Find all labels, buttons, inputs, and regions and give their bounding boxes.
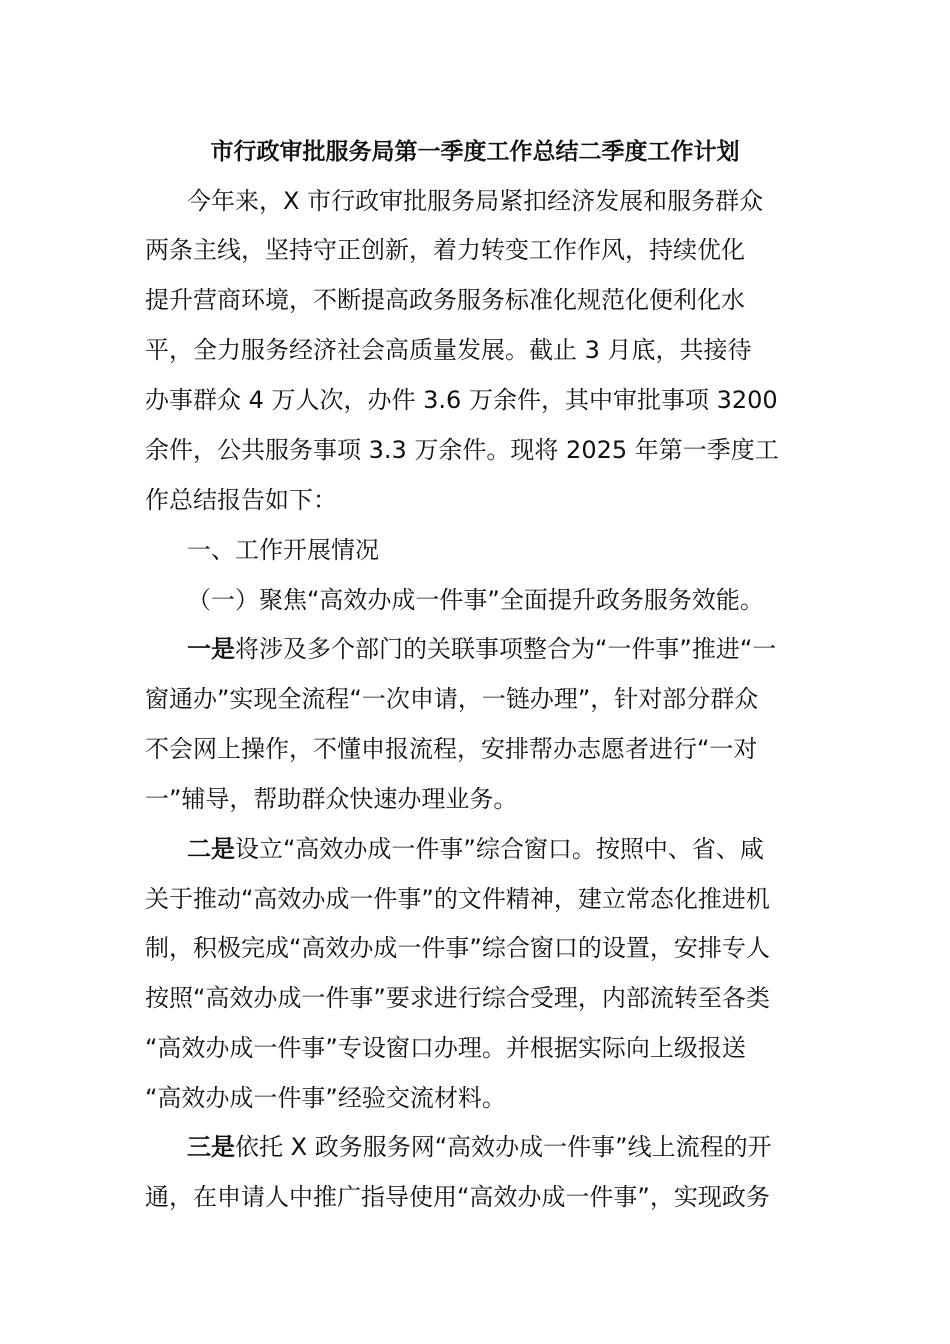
item-2-line: 关于推动“高效办成一件事”的文件精神，建立常态化推进机 <box>145 885 770 913</box>
intro-line: 提升营商环境，不断提高政务服务标准化规范化便利化水 <box>145 286 745 314</box>
item-3-text: 依托 X 政务服务网“高效办成一件事”线上流程的开 <box>235 1133 772 1161</box>
intro-line: 今年来，X 市行政审批服务局紧扣经济发展和服务群众 <box>187 187 764 215</box>
item-2-lead: 二是 <box>187 835 235 863</box>
item-3-first-line <box>187 1127 772 1167</box>
subsection-heading: （一）聚焦“高效办成一件事”全面提升政务服务效能。 <box>187 586 764 614</box>
intro-line: 办事群众 4 万人次，办件 3.6 万余件，其中审批事项 3200 <box>145 386 778 414</box>
item-3-lead: 三是 <box>187 1133 235 1161</box>
intro-line: 余件，公共服务事项 3.3 万余件。现将 2025 年第一季度工 <box>145 436 779 464</box>
item-2-text: 设立“高效办成一件事”综合窗口。按照中、省、咸 <box>235 835 764 863</box>
item-1-line: 一”辅导，帮助群众快速办理业务。 <box>145 785 518 813</box>
item-2-line: 按照“高效办成一件事”要求进行综合受理，内部流转至各类 <box>145 984 770 1012</box>
item-3-line: 通，在申请人中推广指导使用“高效办成一件事”，实现政务 <box>145 1183 770 1211</box>
section-heading: 一、工作开展情况 <box>187 536 379 564</box>
item-1-line: 不会网上操作，不懂申报流程，安排帮办志愿者进行“一对 <box>145 735 758 763</box>
item-2-line: “高效办成一件事”经验交流材料。 <box>145 1084 506 1112</box>
intro-line: 作总结报告如下： <box>145 486 337 514</box>
item-1-lead: 一是 <box>187 635 235 663</box>
item-2-line: “高效办成一件事”专设窗口办理。并根据实际向上级报送 <box>145 1034 746 1062</box>
item-1-first-line <box>187 629 776 669</box>
item-1-text: 将涉及多个部门的关联事项整合为“一件事”推进“一 <box>235 635 777 663</box>
document-title: 市行政审批服务局第一季度工作总结二季度工作计划 <box>210 139 740 165</box>
item-2-line: 制，积极完成“高效办成一件事”综合窗口的设置，安排专人 <box>145 934 770 962</box>
intro-line: 两条主线，坚持守正创新，着力转变工作作风，持续优化 <box>145 236 745 264</box>
item-1-line: 窗通办”实现全流程“一次申请，一链办理”，针对部分群众 <box>145 685 759 713</box>
intro-line: 平，全力服务经济社会高质量发展。截止 3 月底，共接待 <box>145 336 752 364</box>
item-2-first-line <box>187 829 764 869</box>
